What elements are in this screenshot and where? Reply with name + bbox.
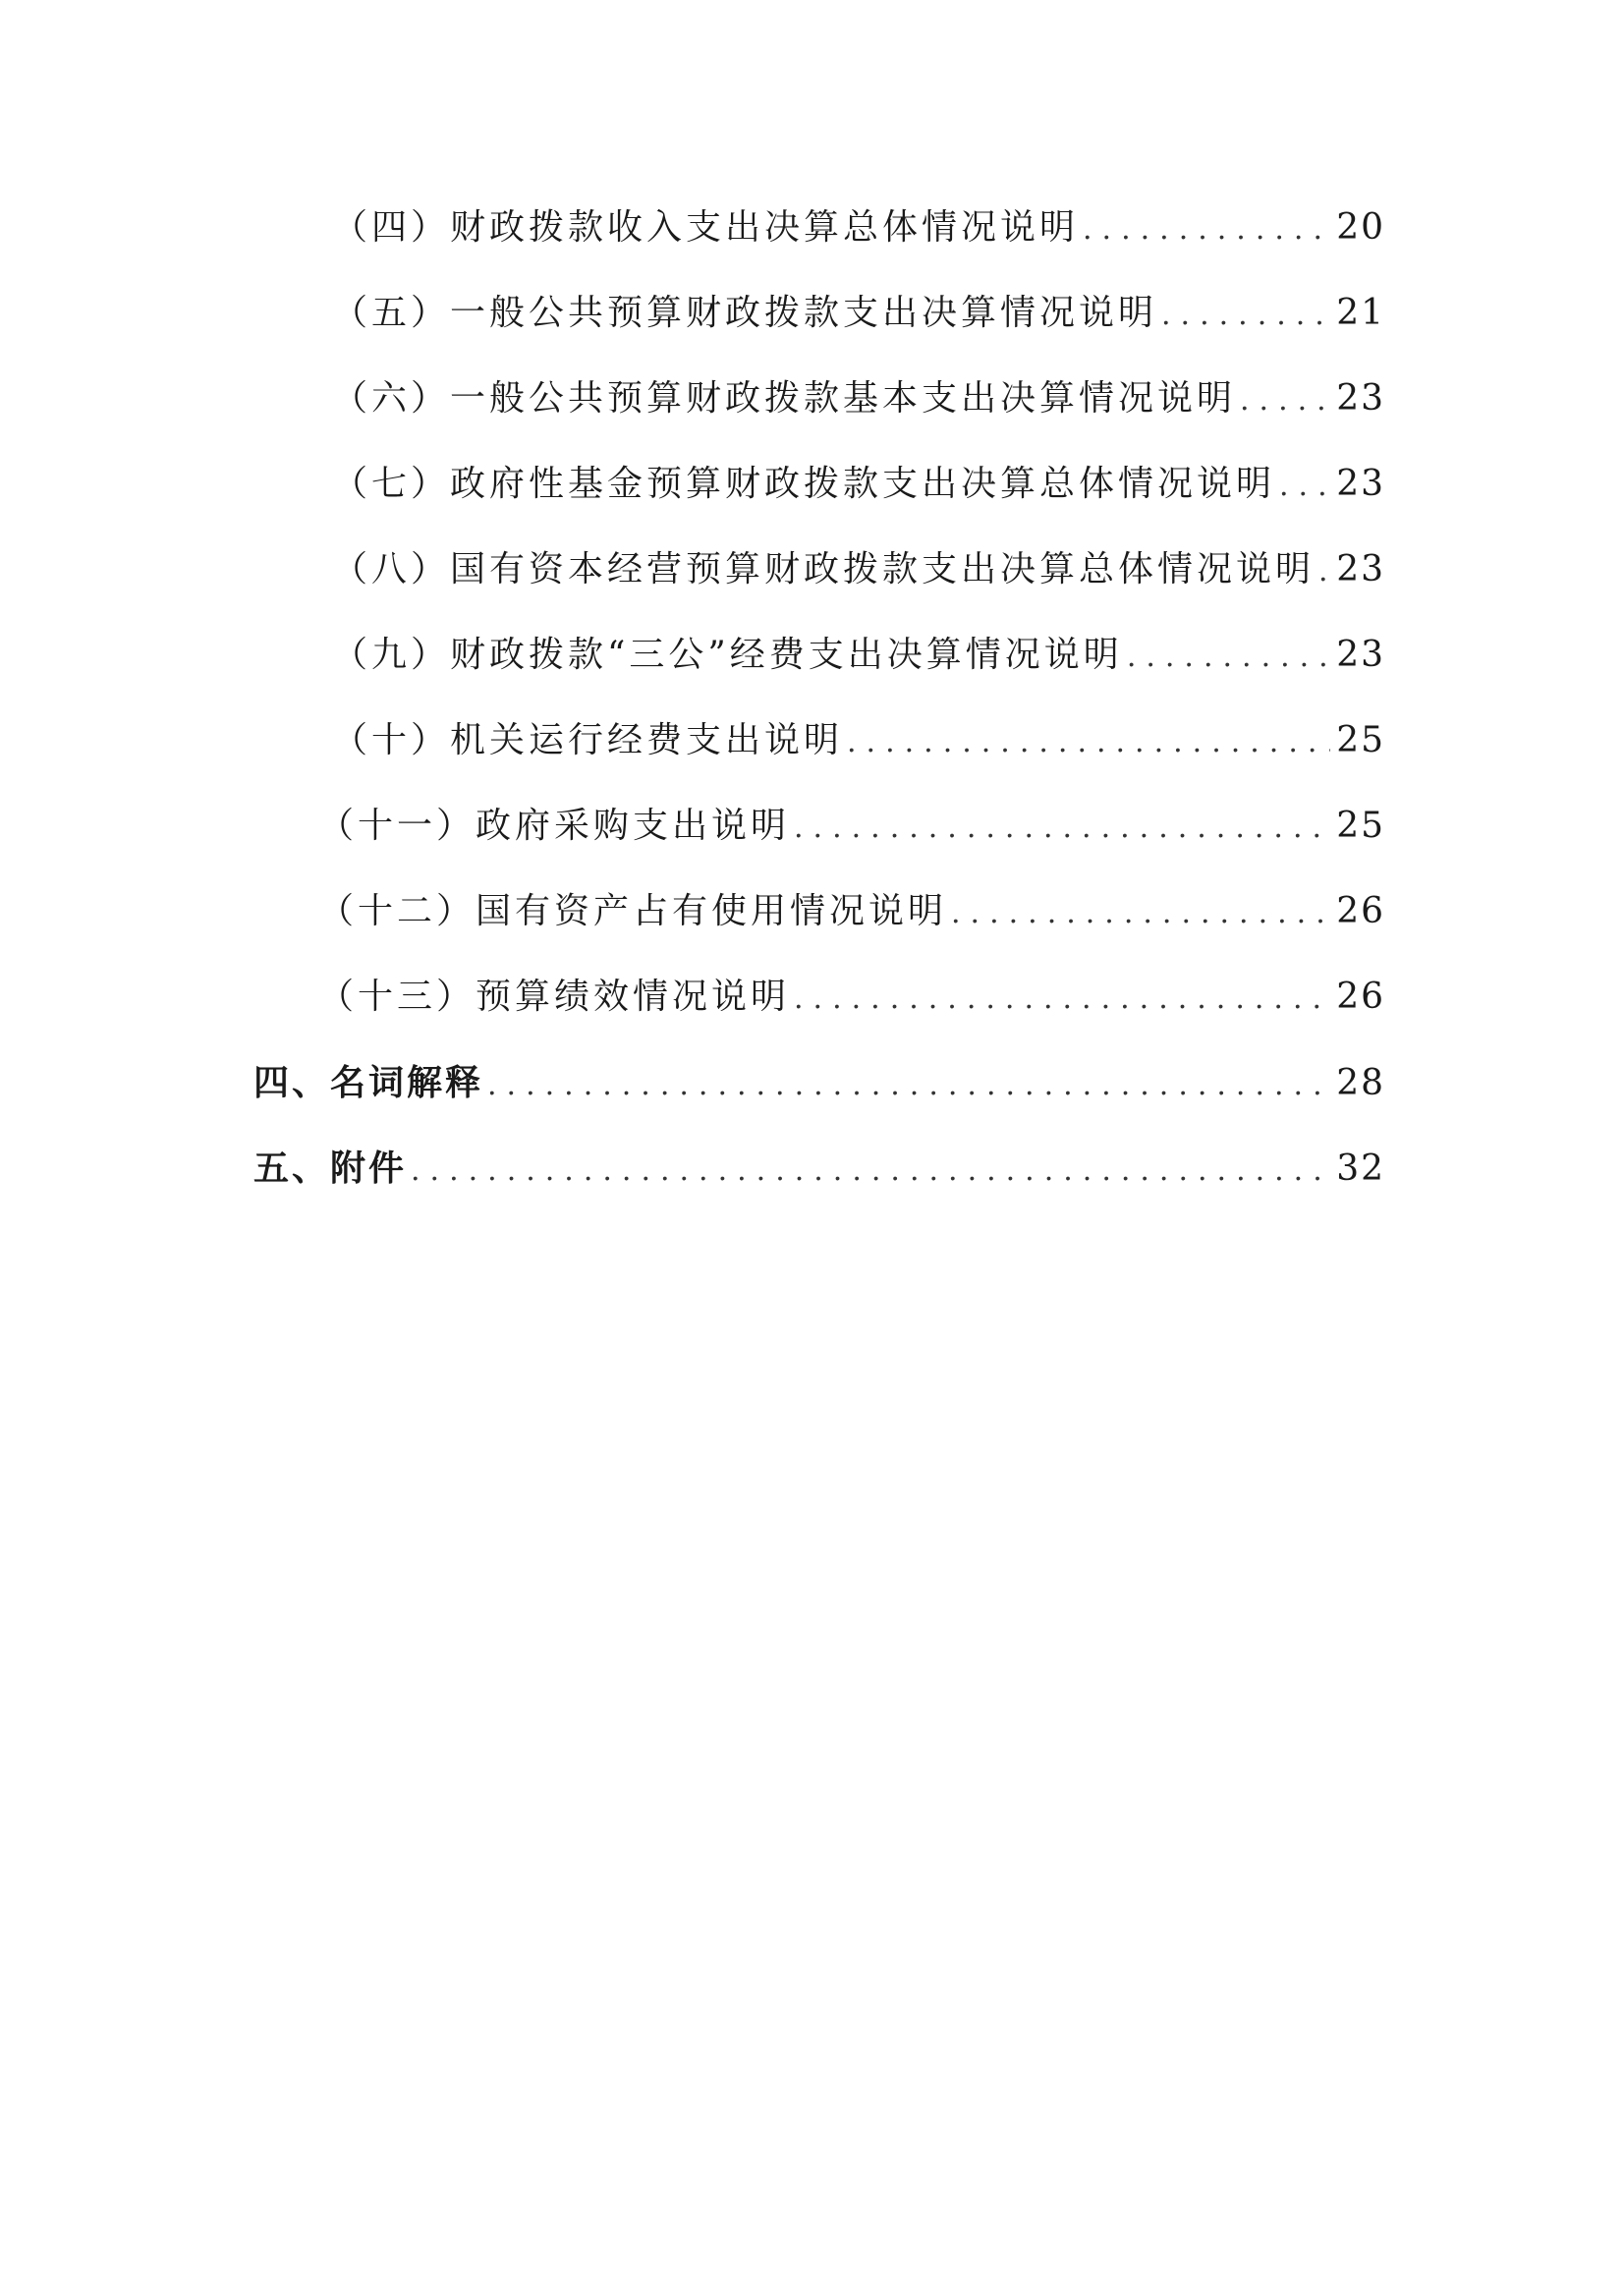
toc-section-glossary[interactable]: [253, 1053, 1385, 1112]
toc-entry-5[interactable]: [332, 284, 1385, 343]
toc-entry-page: 26: [1336, 977, 1385, 1017]
toc-entry-page: 25: [1336, 720, 1385, 760]
dot-leader: [1240, 371, 1330, 430]
toc-entry-page: 23: [1336, 635, 1385, 675]
dot-leader: [1083, 200, 1330, 259]
toc-entry-label: （十一）政府采购支出说明: [318, 806, 791, 846]
dot-leader: [1318, 542, 1330, 601]
dot-leader: [487, 1056, 1330, 1115]
toc-entry-9[interactable]: [332, 626, 1385, 685]
toc-section-attachments[interactable]: [253, 1139, 1385, 1198]
dot-leader: [1279, 457, 1330, 516]
toc-entry-label: （八）国有资本经营预算财政拨款支出决算总体情况说明: [332, 549, 1316, 589]
toc-entry-label: 四、名词解释: [253, 1062, 484, 1103]
toc-entry-4[interactable]: [332, 198, 1385, 257]
toc-entry-page: 20: [1336, 207, 1385, 248]
dot-leader: [411, 1142, 1330, 1201]
toc-entry-page: 28: [1336, 1063, 1385, 1103]
toc-entry-11[interactable]: [318, 797, 1385, 856]
toc-entry-label: （七）政府性基金预算财政拨款支出决算总体情况说明: [332, 464, 1276, 504]
toc-entry-page: 32: [1336, 1148, 1385, 1189]
toc-entry-13[interactable]: [318, 968, 1385, 1027]
dot-leader: [1161, 286, 1330, 345]
toc-entry-7[interactable]: [332, 455, 1385, 514]
toc-entry-label: （九）财政拨款“三公”经费支出决算情况说明: [332, 635, 1123, 675]
toc-entry-label: 五、附件: [253, 1148, 408, 1189]
toc-entry-label: （十）机关运行经费支出说明: [332, 720, 844, 760]
toc-entry-page: 25: [1336, 806, 1385, 846]
toc-entry-page: 23: [1336, 378, 1385, 419]
toc-entry-page: 23: [1336, 549, 1385, 589]
toc-entry-8[interactable]: [332, 540, 1385, 599]
toc-entry-label: （十三）预算绩效情况说明: [318, 977, 791, 1017]
toc-entry-label: （十二）国有资产占有使用情况说明: [318, 891, 948, 931]
dot-leader: [794, 799, 1330, 858]
toc-entry-10[interactable]: [332, 711, 1385, 770]
toc-entry-label: （五）一般公共预算财政拨款支出决算情况说明: [332, 293, 1158, 333]
toc-entry-page: 26: [1336, 891, 1385, 931]
dot-leader: [847, 713, 1330, 772]
dot-leader: [794, 970, 1330, 1029]
toc-entry-page: 23: [1336, 464, 1385, 504]
toc-entry-12[interactable]: [318, 882, 1385, 941]
toc-entry-page: 21: [1336, 293, 1385, 333]
toc-entry-label: （六）一般公共预算财政拨款基本支出决算情况说明: [332, 378, 1237, 419]
toc-entry-6[interactable]: [332, 369, 1385, 428]
dot-leader: [951, 884, 1330, 943]
dot-leader: [1127, 628, 1330, 687]
toc-entry-label: （四）财政拨款收入支出决算总体情况说明: [332, 207, 1080, 248]
